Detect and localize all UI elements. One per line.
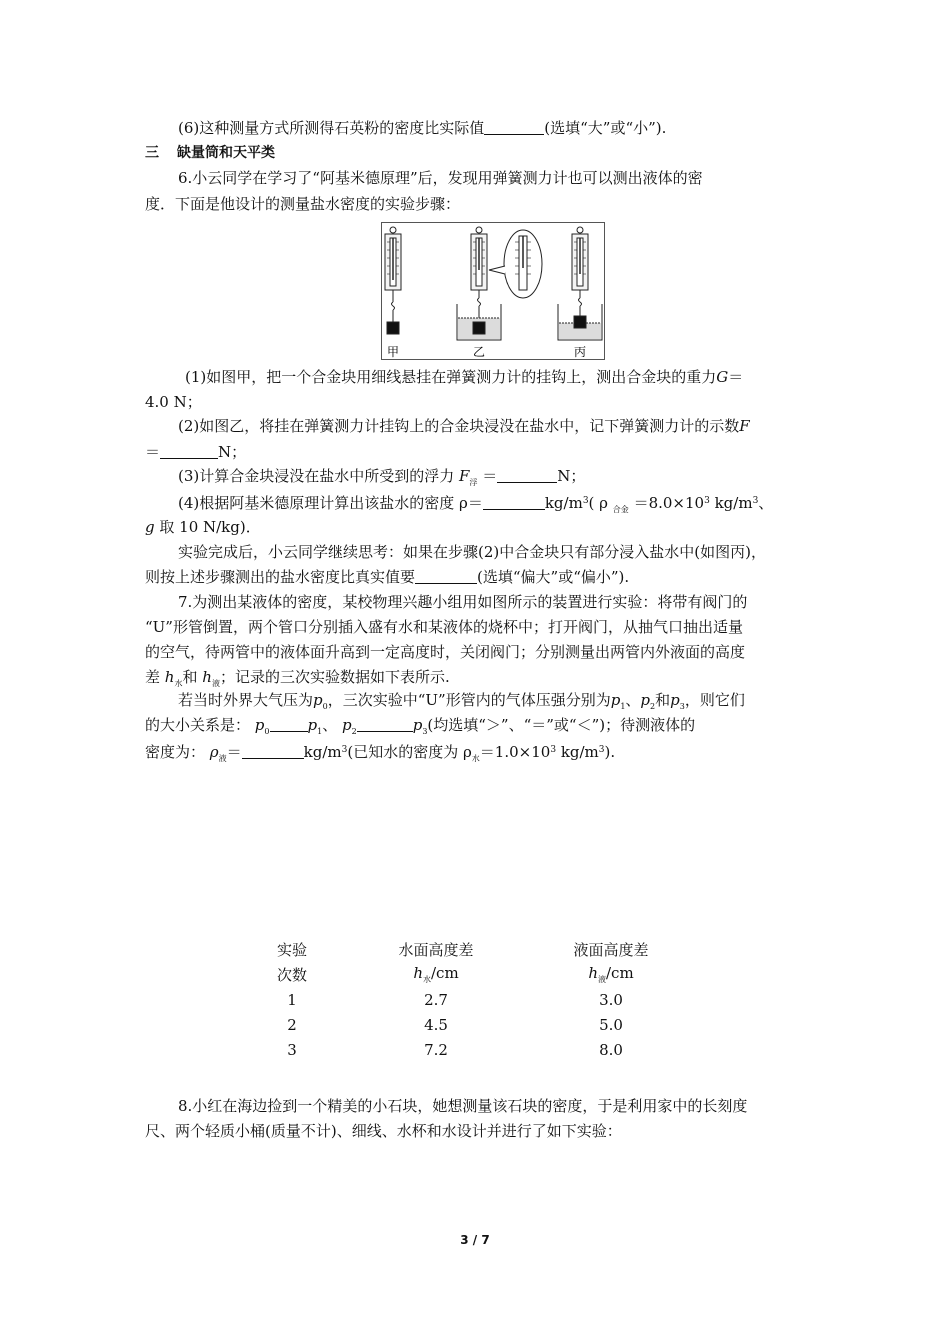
answer-blank[interactable] xyxy=(242,744,304,759)
table-cell: 3.0 xyxy=(599,990,623,1009)
q7-line7: 密度为： $\rho_液= kg/m^3$(已知水的密度为 $\rho_水=1.0\times 10^3$ $kg/m^3$). xyxy=(145,743,616,763)
table-header-cell: 液面高度差 xyxy=(573,941,649,959)
table-row xyxy=(230,1037,704,1062)
table-cell: 2 xyxy=(287,1015,297,1034)
q7-line6: 的大小关系是： $p_0$ $p_1$、 $p_2$ $p_3$(均选填“＞”、“＝”或“＜”)；待测液体的 xyxy=(145,716,696,736)
q8-line1: 8.小红在海边捡到一个精美的小石块，她想测量该石块的密度，于是利用家中的长刻度 xyxy=(178,1097,748,1115)
q6-step1-line2: 4.0 N； xyxy=(145,393,202,411)
table-cell: 2.7 xyxy=(424,990,448,1009)
q6-step3-line: (3)计算合金块浸没在盐水中所受到的浮力 $F_浮 = N$； xyxy=(178,467,586,487)
table-header-cell: 实验 xyxy=(276,941,307,959)
q7-line1: 7.为测出某液体的密度，某校物理兴趣小组用如图所示的装置进行实验：将带有阀门的 xyxy=(178,593,748,611)
answer-blank[interactable] xyxy=(483,495,545,510)
table-cell: 4.5 xyxy=(424,1015,448,1034)
page-number: 3 / 7 xyxy=(460,1233,490,1247)
section-heading: 三 缺量筒和天平类 xyxy=(145,145,275,161)
answer-blank[interactable] xyxy=(497,468,557,483)
q7-line2: “U”形管倒置，两个管口分别插入盛有水和某液体的烧杯中；打开阀门，从抽气口抽出适量 xyxy=(145,618,743,636)
table-header-row xyxy=(230,937,704,962)
q6-step2-line2: ＝ N； xyxy=(145,443,247,461)
data-table xyxy=(230,937,704,1062)
table-header-cell: 水面高度差 xyxy=(398,941,474,959)
table-header-cell: $h_水/cm$ xyxy=(413,964,459,984)
answer-blank[interactable] xyxy=(415,569,477,584)
figure-label-jia: 甲 xyxy=(386,345,400,359)
figure-label-bing: 丙 xyxy=(573,345,587,359)
q6-step1-line1: (1)如图甲，把一个合金块用细线悬挂在弹簧测力计的挂钩上，测出合金块的重力G＝ xyxy=(185,368,744,386)
q6-sub6-line: (6)这种测量方式所测得石英粉的密度比实际值 (选填“大”或“小”). xyxy=(178,119,667,137)
q8-line2: 尺、两个轻质小桶(质量不计)、细线、水杯和水设计并进行了如下实验： xyxy=(145,1122,622,1140)
q6-think-line1: 实验完成后，小云同学继续思考：如果在步骤(2)中合金块只有部分浸入盐水中(如图丙)， xyxy=(178,543,766,561)
q6-intro-line1: 6.小云同学在学习了“阿基米德原理”后，发现用弹簧测力计也可以测出液体的密 xyxy=(178,169,703,187)
answer-blank[interactable] xyxy=(270,717,308,732)
q7-line4: 差 $h_水$和 $h_液$；记录的三次实验数据如下表所示. xyxy=(145,668,450,688)
q7-line3: 的空气，待两管中的液体面升高到一定高度时，关闭阀门；分别测量出两管内外液面的高度 xyxy=(145,643,746,661)
q6-step2-line1: (2)如图乙，将挂在弹簧测力计挂钩上的合金块浸没在盐水中，记下弹簧测力计的示数F xyxy=(178,417,750,435)
figure-label-yi: 乙 xyxy=(472,345,486,359)
table-cell: 3 xyxy=(287,1040,297,1059)
spring-scale-figure xyxy=(381,222,605,360)
table-cell: 7.2 xyxy=(424,1040,448,1059)
table-header-cell: $h_液/cm$ xyxy=(588,964,634,984)
table-header-row xyxy=(230,962,704,987)
q6-think-line2: 则按上述步骤测出的盐水密度比真实值要 (选填“偏大”或“偏小”). xyxy=(145,568,630,586)
table-cell: 8.0 xyxy=(599,1040,623,1059)
q6-step4-line2: g 取 10 N/kg)． xyxy=(145,518,261,536)
table-row xyxy=(230,1012,704,1037)
table-cell: 5.0 xyxy=(599,1015,623,1034)
answer-blank[interactable] xyxy=(160,444,218,459)
table-cell: 1 xyxy=(287,990,297,1009)
q7-line5: 若当时外界大气压为$p_0$，三次实验中“U”形管内的气体压强分别为$p_1$、$p_2$和$p_3$，则它们 xyxy=(178,691,745,711)
answer-blank[interactable] xyxy=(484,120,544,135)
table-header-cell: 次数 xyxy=(276,966,307,984)
table-row xyxy=(230,987,704,1012)
q6-step4-line1: (4)根据阿基米德原理计算出该盐水的密度 $\rho= kg/m^3$( ρ $_{合金} =8.0\times 10^3$ $kg/m^3$、 xyxy=(178,494,774,514)
q6-intro-line2: 度．下面是他设计的测量盐水密度的实验步骤： xyxy=(145,195,461,213)
answer-blank[interactable] xyxy=(357,717,413,732)
